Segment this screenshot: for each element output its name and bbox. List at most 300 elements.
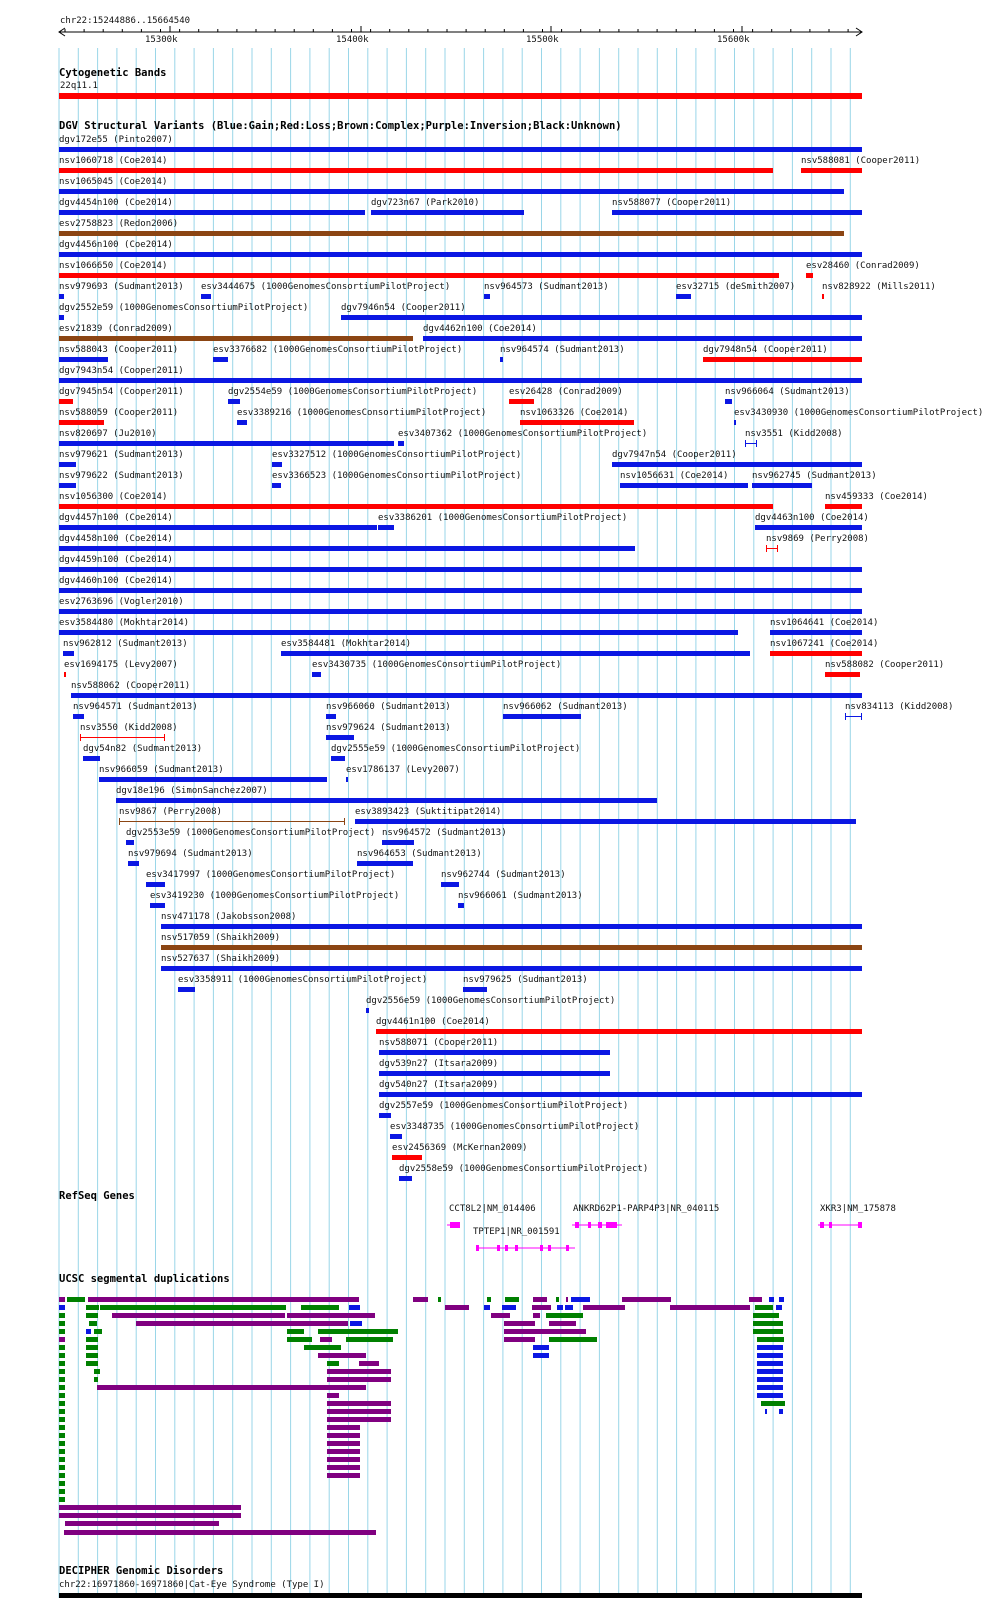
gene-exon[interactable] xyxy=(505,1245,508,1251)
segdup-block[interactable] xyxy=(755,1305,773,1310)
dgv-feature-bar[interactable] xyxy=(463,987,487,992)
gene-exon[interactable] xyxy=(575,1222,579,1228)
dgv-feature-label: nsv527637 (Shaikh2009) xyxy=(161,954,281,964)
dgv-feature-bar[interactable] xyxy=(59,252,862,257)
segdup-block[interactable] xyxy=(533,1297,547,1302)
dgv-feature-bar[interactable] xyxy=(825,504,862,509)
dgv-feature-bar[interactable] xyxy=(83,756,100,761)
segdup-block[interactable] xyxy=(327,1457,360,1462)
dgv-feature-label: nsv588082 (Cooper2011) xyxy=(825,660,945,670)
dgv-feature-label: dgv54n82 (Sudmant2013) xyxy=(83,744,203,754)
segdup-block[interactable] xyxy=(566,1297,568,1302)
dgv-feature-bar[interactable] xyxy=(312,672,321,677)
segdup-block[interactable] xyxy=(556,1297,559,1302)
dgv-feature-bar[interactable] xyxy=(725,399,732,404)
dgv-feature-bar[interactable] xyxy=(59,399,73,404)
segdup-block[interactable] xyxy=(327,1377,391,1382)
segdup-block[interactable] xyxy=(287,1313,375,1318)
segdup-block[interactable] xyxy=(349,1305,360,1310)
dgv-feature-bar[interactable] xyxy=(126,840,134,845)
segdup-block[interactable] xyxy=(94,1377,98,1382)
dgv-feature-bar[interactable] xyxy=(59,483,76,488)
dgv-feature-label: nsv979694 (Sudmant2013) xyxy=(128,849,253,859)
gene-exon[interactable] xyxy=(548,1245,551,1251)
segdup-block[interactable] xyxy=(59,1393,65,1398)
segdup-block[interactable] xyxy=(779,1297,784,1302)
dgv-feature-bar[interactable] xyxy=(59,168,773,173)
dgv-feature-bar[interactable] xyxy=(326,735,354,740)
dgv-feature-label: esv2456369 (McKernan2009) xyxy=(392,1143,528,1153)
dgv-feature-label: nsv964573 (Sudmant2013) xyxy=(484,282,609,292)
decipher-track-title: DECIPHER Genomic Disorders xyxy=(59,1565,224,1577)
segdup-block[interactable] xyxy=(346,1337,393,1342)
dgv-feature-bar[interactable] xyxy=(161,966,862,971)
dgv-feature-bar[interactable] xyxy=(379,1071,610,1076)
gene-exon[interactable] xyxy=(858,1222,862,1228)
dgv-feature-bar[interactable] xyxy=(612,462,862,467)
dgv-feature-label: esv3417997 (1000GenomesConsortiumPilotProject) xyxy=(146,870,396,880)
gene-exon[interactable] xyxy=(614,1222,617,1228)
dgv-feature-bar[interactable] xyxy=(845,716,862,717)
segdup-block[interactable] xyxy=(776,1305,782,1310)
dgv-feature-label: esv2763696 (Vogler2010) xyxy=(59,597,184,607)
dgv-feature-bar[interactable] xyxy=(379,1113,391,1118)
dgv-feature-bar[interactable] xyxy=(128,861,139,866)
refseq-track-title: RefSeq Genes xyxy=(59,1190,135,1202)
segdup-block[interactable] xyxy=(533,1345,549,1350)
dgv-feature-label: esv3376682 (1000GenomesConsortiumPilotProject) xyxy=(213,345,463,355)
segdup-block[interactable] xyxy=(753,1321,783,1326)
dgv-feature-label: dgv2556e59 (1000GenomesConsortiumPilotProject) xyxy=(366,996,616,1006)
dgv-feature-bar[interactable] xyxy=(500,357,503,362)
segdup-block[interactable] xyxy=(769,1297,774,1302)
dgv-feature-bar[interactable] xyxy=(770,651,862,656)
segdup-block[interactable] xyxy=(59,1497,65,1502)
segdup-block[interactable] xyxy=(327,1409,391,1414)
dgv-feature-label: nsv962745 (Sudmant2013) xyxy=(752,471,877,481)
dgv-feature-bar[interactable] xyxy=(357,861,413,866)
segdup-block[interactable] xyxy=(97,1385,366,1390)
segdup-block[interactable] xyxy=(487,1297,491,1302)
segdup-block[interactable] xyxy=(86,1353,98,1358)
gene-exon[interactable] xyxy=(540,1245,543,1251)
dgv-feature-bar[interactable] xyxy=(331,756,345,761)
dgv-feature-label: nsv459333 (Coe2014) xyxy=(825,492,928,502)
segdup-block[interactable] xyxy=(59,1489,65,1494)
dgv-feature-bar[interactable] xyxy=(379,1050,610,1055)
segdup-block[interactable] xyxy=(757,1361,783,1366)
segdup-block[interactable] xyxy=(484,1305,490,1310)
dgv-feature-label: esv3327512 (1000GenomesConsortiumPilotProject) xyxy=(272,450,522,460)
segdup-block[interactable] xyxy=(445,1305,469,1310)
segdup-block[interactable] xyxy=(491,1313,510,1318)
segdup-block[interactable] xyxy=(753,1329,783,1334)
segdup-block[interactable] xyxy=(557,1305,563,1310)
dgv-feature-bar[interactable] xyxy=(99,777,327,782)
dgv-feature-label: dgv4460n100 (Coe2014) xyxy=(59,576,173,586)
dgv-feature-bar[interactable] xyxy=(59,441,394,446)
dgv-feature-label: nsv588081 (Cooper2011) xyxy=(801,156,921,166)
segdup-block[interactable] xyxy=(59,1297,65,1302)
segdup-block[interactable] xyxy=(59,1441,65,1446)
dgv-feature-bar[interactable] xyxy=(59,315,64,320)
segdup-block[interactable] xyxy=(504,1329,535,1334)
segdup-block[interactable] xyxy=(753,1313,779,1318)
segdup-block[interactable] xyxy=(59,1409,65,1414)
dgv-feature-bar[interactable] xyxy=(734,420,736,425)
dgv-feature-bar[interactable] xyxy=(201,294,211,299)
segdup-block[interactable] xyxy=(413,1297,428,1302)
dgv-feature-label: nsv964571 (Sudmant2013) xyxy=(73,702,198,712)
gene-exon[interactable] xyxy=(829,1222,832,1228)
segdup-block[interactable] xyxy=(327,1425,360,1430)
segdup-block[interactable] xyxy=(86,1313,98,1318)
dgv-feature-bar[interactable] xyxy=(59,231,844,236)
gene-label: ANKRD62P1-PARP4P3|NR_040115 xyxy=(573,1204,720,1214)
dgv-feature-bar[interactable] xyxy=(379,1092,862,1097)
segdup-block[interactable] xyxy=(64,1530,376,1535)
segdup-block[interactable] xyxy=(65,1521,219,1526)
dgv-feature-bar[interactable] xyxy=(178,987,195,992)
gene-label: CCT8L2|NM_014406 xyxy=(449,1204,536,1214)
dgv-feature-label: dgv7948n54 (Cooper2011) xyxy=(703,345,828,355)
dgv-feature-bar[interactable] xyxy=(441,882,459,887)
segdup-block[interactable] xyxy=(59,1313,65,1318)
segdup-block[interactable] xyxy=(546,1313,583,1318)
segdup-block[interactable] xyxy=(327,1433,360,1438)
segdup-block[interactable] xyxy=(533,1329,586,1334)
segdup-block[interactable] xyxy=(761,1401,785,1406)
dgv-feature-bar[interactable] xyxy=(458,903,464,908)
segdup-block[interactable] xyxy=(59,1473,65,1478)
dgv-feature-bar[interactable] xyxy=(703,357,862,362)
dgv-feature-label: nsv3551 (Kidd2008) xyxy=(745,429,843,439)
segdup-block[interactable] xyxy=(565,1305,573,1310)
segdup-block[interactable] xyxy=(59,1361,65,1366)
dgv-feature-label: dgv4461n100 (Coe2014) xyxy=(376,1017,490,1027)
cytoband-label: 22q11.1 xyxy=(60,81,98,91)
segdup-block[interactable] xyxy=(86,1337,98,1342)
segdup-block[interactable] xyxy=(59,1305,65,1310)
dgv-feature-bar[interactable] xyxy=(341,315,862,320)
dgv-feature-bar[interactable] xyxy=(73,714,84,719)
segdup-block[interactable] xyxy=(59,1345,65,1350)
segdup-block[interactable] xyxy=(89,1321,97,1326)
dgv-feature-bar[interactable] xyxy=(390,1134,402,1139)
dgv-feature-bar[interactable] xyxy=(59,630,738,635)
dgv-feature-bar[interactable] xyxy=(228,399,240,404)
segdup-block[interactable] xyxy=(327,1441,360,1446)
dgv-feature-label: esv26428 (Conrad2009) xyxy=(509,387,623,397)
gene-exon[interactable] xyxy=(606,1222,614,1228)
segdup-block[interactable] xyxy=(327,1401,391,1406)
dgv-feature-label: dgv2555e59 (1000GenomesConsortiumPilotProject) xyxy=(331,744,581,754)
dgv-feature-bar[interactable] xyxy=(423,336,862,341)
dgv-feature-label: nsv979625 (Sudmant2013) xyxy=(463,975,588,985)
dgv-feature-bar[interactable] xyxy=(119,821,345,822)
dgv-feature-bar[interactable] xyxy=(64,672,66,677)
dgv-feature-bar[interactable] xyxy=(272,462,282,467)
segdup-block[interactable] xyxy=(287,1337,312,1342)
dgv-feature-bar[interactable] xyxy=(355,819,856,824)
cytoband-bar[interactable] xyxy=(59,93,862,99)
dgv-feature-bar[interactable] xyxy=(59,420,104,425)
segdup-block[interactable] xyxy=(59,1417,65,1422)
dgv-feature-label: dgv4462n100 (Coe2014) xyxy=(423,324,537,334)
segdup-block[interactable] xyxy=(757,1337,784,1342)
dgv-feature-label: dgv4459n100 (Coe2014) xyxy=(59,555,173,565)
ruler-tick-label: 15300k xyxy=(145,35,178,45)
segdup-block[interactable] xyxy=(505,1297,519,1302)
dgv-feature-label: nsv966062 (Sudmant2013) xyxy=(503,702,628,712)
dgv-feature-bar[interactable] xyxy=(503,714,581,719)
segdup-block[interactable] xyxy=(571,1297,590,1302)
dgv-feature-label: dgv18e196 (SimonSanchez2007) xyxy=(116,786,268,796)
segdup-block[interactable] xyxy=(327,1473,360,1478)
segdup-block[interactable] xyxy=(86,1305,99,1310)
segdup-block[interactable] xyxy=(438,1297,441,1302)
gene-label: TPTEP1|NR_001591 xyxy=(473,1227,560,1237)
dgv-feature-bar[interactable] xyxy=(378,525,394,530)
dgv-feature-label: dgv4454n100 (Coe2014) xyxy=(59,198,173,208)
dgv-feature-bar[interactable] xyxy=(392,1155,422,1160)
segdup-block[interactable] xyxy=(583,1305,625,1310)
dgv-feature-label: esv32715 (deSmith2007) xyxy=(676,282,796,292)
segdup-block[interactable] xyxy=(59,1321,65,1326)
segdup-block[interactable] xyxy=(549,1337,597,1342)
segdup-block[interactable] xyxy=(86,1345,98,1350)
segdup-block[interactable] xyxy=(59,1433,65,1438)
segdup-block[interactable] xyxy=(532,1305,551,1310)
segdup-block[interactable] xyxy=(320,1337,332,1342)
dgv-feature-bar[interactable] xyxy=(806,273,813,278)
segdup-block[interactable] xyxy=(59,1465,65,1470)
segdup-block[interactable] xyxy=(59,1377,65,1382)
segdup-block[interactable] xyxy=(327,1449,360,1454)
segdup-block[interactable] xyxy=(327,1417,391,1422)
dgv-feature-bar[interactable] xyxy=(484,294,490,299)
segdup-block[interactable] xyxy=(757,1353,783,1358)
gene-exon[interactable] xyxy=(566,1245,569,1251)
dgv-feature-bar[interactable] xyxy=(116,798,657,803)
segdup-block[interactable] xyxy=(533,1353,549,1358)
dgv-feature-bar[interactable] xyxy=(398,441,404,446)
dgv-track-title: DGV Structural Variants (Blue:Gain;Red:Loss;Brown:Complex;Purple:Inversion;Black:Unknown) xyxy=(59,120,622,132)
segdup-block[interactable] xyxy=(100,1305,286,1310)
segdup-block[interactable] xyxy=(94,1329,102,1334)
segdup-block[interactable] xyxy=(327,1361,339,1366)
gene-exon[interactable] xyxy=(476,1245,479,1251)
dgv-feature-label: dgv7945n54 (Cooper2011) xyxy=(59,387,184,397)
dgv-feature-bar[interactable] xyxy=(150,903,165,908)
segdup-block[interactable] xyxy=(504,1337,535,1342)
dgv-feature-bar[interactable] xyxy=(801,168,862,173)
dgv-feature-bar[interactable] xyxy=(520,420,634,425)
dgv-feature-bar[interactable] xyxy=(755,525,862,530)
segdup-block[interactable] xyxy=(622,1297,671,1302)
segdup-block[interactable] xyxy=(67,1297,85,1302)
dgv-feature-label: nsv966061 (Sudmant2013) xyxy=(458,891,583,901)
dgv-feature-bar[interactable] xyxy=(59,567,862,572)
dgv-feature-bar[interactable] xyxy=(59,336,413,341)
segdup-block[interactable] xyxy=(59,1481,65,1486)
dgv-feature-label: dgv172e55 (Pinto2007) xyxy=(59,135,173,145)
dgv-feature-bar[interactable] xyxy=(59,504,773,509)
dgv-feature-label: nsv966064 (Sudmant2013) xyxy=(725,387,850,397)
gene-exon[interactable] xyxy=(598,1222,602,1228)
dgv-feature-bar[interactable] xyxy=(620,483,748,488)
dgv-feature-label: esv3584480 (Mokhtar2014) xyxy=(59,618,190,628)
dgv-feature-bar[interactable] xyxy=(63,651,74,656)
dgv-feature-label: nsv979621 (Sudmant2013) xyxy=(59,450,184,460)
dgv-feature-label: dgv539n27 (Itsara2009) xyxy=(379,1059,499,1069)
dgv-feature-label: esv3407362 (1000GenomesConsortiumPilotProject) xyxy=(398,429,648,439)
dgv-feature-bar[interactable] xyxy=(366,1008,369,1013)
segdup-block[interactable] xyxy=(59,1369,65,1374)
segdup-block[interactable] xyxy=(88,1297,359,1302)
dgv-feature-bar[interactable] xyxy=(59,525,377,530)
dgv-feature-bar[interactable] xyxy=(71,693,862,698)
dgv-feature-label: esv3430735 (1000GenomesConsortiumPilotProject) xyxy=(312,660,562,670)
dgv-feature-bar[interactable] xyxy=(745,443,757,444)
segdup-block[interactable] xyxy=(502,1305,516,1310)
dgv-feature-bar[interactable] xyxy=(676,294,691,299)
gene-label: XKR3|NM_175878 xyxy=(820,1204,896,1214)
dgv-feature-bar[interactable] xyxy=(59,378,862,383)
segdup-block[interactable] xyxy=(59,1353,65,1358)
dgv-feature-bar[interactable] xyxy=(399,1176,412,1181)
decipher-bar[interactable] xyxy=(59,1593,862,1598)
segdup-block[interactable] xyxy=(59,1449,65,1454)
segdup-block[interactable] xyxy=(318,1353,366,1358)
dgv-feature-bar[interactable] xyxy=(59,462,76,467)
dgv-feature-bar[interactable] xyxy=(346,777,348,782)
segdup-block[interactable] xyxy=(86,1361,98,1366)
segdup-block[interactable] xyxy=(136,1321,348,1326)
segdup-block[interactable] xyxy=(359,1361,379,1366)
dgv-feature-bar[interactable] xyxy=(822,294,824,299)
segdup-block[interactable] xyxy=(749,1297,762,1302)
dgv-feature-label: nsv9867 (Perry2008) xyxy=(119,807,222,817)
segdup-block[interactable] xyxy=(318,1329,398,1334)
segdup-block[interactable] xyxy=(757,1393,783,1398)
dgv-feature-bar[interactable] xyxy=(146,882,165,887)
dgv-feature-bar[interactable] xyxy=(281,651,750,656)
segdup-block[interactable] xyxy=(327,1369,391,1374)
dgv-feature-bar[interactable] xyxy=(59,546,635,551)
segdup-block[interactable] xyxy=(59,1337,65,1342)
dgv-feature-bar[interactable] xyxy=(59,357,108,362)
dgv-feature-label: dgv540n27 (Itsara2009) xyxy=(379,1080,499,1090)
dgv-feature-bar[interactable] xyxy=(376,1029,862,1034)
segdup-block[interactable] xyxy=(94,1369,100,1374)
segdup-block[interactable] xyxy=(59,1329,65,1334)
dgv-feature-label: nsv1056631 (Coe2014) xyxy=(620,471,729,481)
segdup-block[interactable] xyxy=(757,1369,783,1374)
ruler-tick-label: 15400k xyxy=(336,35,369,45)
dgv-feature-label: nsv964653 (Sudmant2013) xyxy=(357,849,482,859)
dgv-feature-label: nsv588077 (Cooper2011) xyxy=(612,198,732,208)
segdup-block[interactable] xyxy=(757,1377,783,1382)
dgv-feature-bar[interactable] xyxy=(59,189,844,194)
segdup-block[interactable] xyxy=(670,1305,750,1310)
dgv-feature-label: nsv588071 (Cooper2011) xyxy=(379,1038,499,1048)
segdup-block[interactable] xyxy=(59,1505,241,1510)
dgv-feature-label: esv3584481 (Mokhtar2014) xyxy=(281,639,412,649)
dgv-feature-label: esv3893423 (Suktitipat2014) xyxy=(355,807,502,817)
segdup-block[interactable] xyxy=(112,1313,285,1318)
dgv-feature-label: dgv2552e59 (1000GenomesConsortiumPilotProject) xyxy=(59,303,309,313)
dgv-feature-bar[interactable] xyxy=(752,483,812,488)
dgv-feature-bar[interactable] xyxy=(59,147,862,152)
dgv-feature-bar[interactable] xyxy=(59,294,64,299)
gene-exon[interactable] xyxy=(588,1222,591,1228)
segdup-block[interactable] xyxy=(59,1385,65,1390)
dgv-feature-bar[interactable] xyxy=(371,210,524,215)
dgv-feature-bar[interactable] xyxy=(770,630,862,635)
dgv-feature-bar[interactable] xyxy=(59,273,779,278)
dgv-feature-bar[interactable] xyxy=(80,737,165,738)
segdup-block[interactable] xyxy=(779,1409,783,1414)
segdup-block[interactable] xyxy=(504,1321,535,1326)
dgv-feature-bar[interactable] xyxy=(59,588,862,593)
segdup-block[interactable] xyxy=(327,1465,360,1470)
segdup-block[interactable] xyxy=(765,1409,767,1414)
dgv-feature-label: nsv964574 (Sudmant2013) xyxy=(500,345,625,355)
ruler-tick-label: 15600k xyxy=(717,35,750,45)
dgv-feature-bar[interactable] xyxy=(612,210,862,215)
dgv-feature-bar[interactable] xyxy=(326,714,336,719)
dgv-feature-label: nsv3550 (Kidd2008) xyxy=(80,723,178,733)
gene-exon[interactable] xyxy=(497,1245,500,1251)
segdup-block[interactable] xyxy=(301,1305,339,1310)
dgv-feature-bar[interactable] xyxy=(272,483,281,488)
segdup-block[interactable] xyxy=(757,1345,783,1350)
segdup-block[interactable] xyxy=(549,1321,576,1326)
segdup-block[interactable] xyxy=(59,1457,65,1462)
gene-exon[interactable] xyxy=(450,1222,460,1228)
dgv-feature-bar[interactable] xyxy=(382,840,414,845)
dgv-feature-label: nsv966060 (Sudmant2013) xyxy=(326,702,451,712)
dgv-feature-bar[interactable] xyxy=(766,548,778,549)
segdup-block[interactable] xyxy=(350,1321,362,1326)
dgv-feature-bar[interactable] xyxy=(237,420,247,425)
dgv-feature-label: dgv7943n54 (Cooper2011) xyxy=(59,366,184,376)
dgv-feature-bar[interactable] xyxy=(213,357,228,362)
dgv-feature-bar[interactable] xyxy=(161,945,862,950)
gene-exon[interactable] xyxy=(820,1222,824,1228)
dgv-feature-bar[interactable] xyxy=(161,924,862,929)
segdup-block[interactable] xyxy=(327,1393,339,1398)
gene-exon[interactable] xyxy=(515,1245,518,1251)
segdup-block[interactable] xyxy=(59,1425,65,1430)
segdup-block[interactable] xyxy=(304,1345,341,1350)
segdup-block[interactable] xyxy=(287,1329,304,1334)
dgv-feature-label: esv3366523 (1000GenomesConsortiumPilotProject) xyxy=(272,471,522,481)
dgv-feature-bar[interactable] xyxy=(59,609,862,614)
dgv-feature-bar[interactable] xyxy=(509,399,534,404)
segdup-block[interactable] xyxy=(757,1385,783,1390)
segdup-block[interactable] xyxy=(59,1513,241,1518)
dgv-feature-label: nsv1060718 (Coe2014) xyxy=(59,156,168,166)
segdup-block[interactable] xyxy=(86,1329,91,1334)
dgv-feature-label: dgv7947n54 (Cooper2011) xyxy=(612,450,737,460)
segdup-block[interactable] xyxy=(533,1313,540,1318)
dgv-feature-bar[interactable] xyxy=(59,210,365,215)
segdup-block[interactable] xyxy=(59,1401,65,1406)
dgv-feature-bar[interactable] xyxy=(825,672,860,677)
dgv-feature-label: esv3430930 (1000GenomesConsortiumPilotProject) xyxy=(734,408,983,418)
